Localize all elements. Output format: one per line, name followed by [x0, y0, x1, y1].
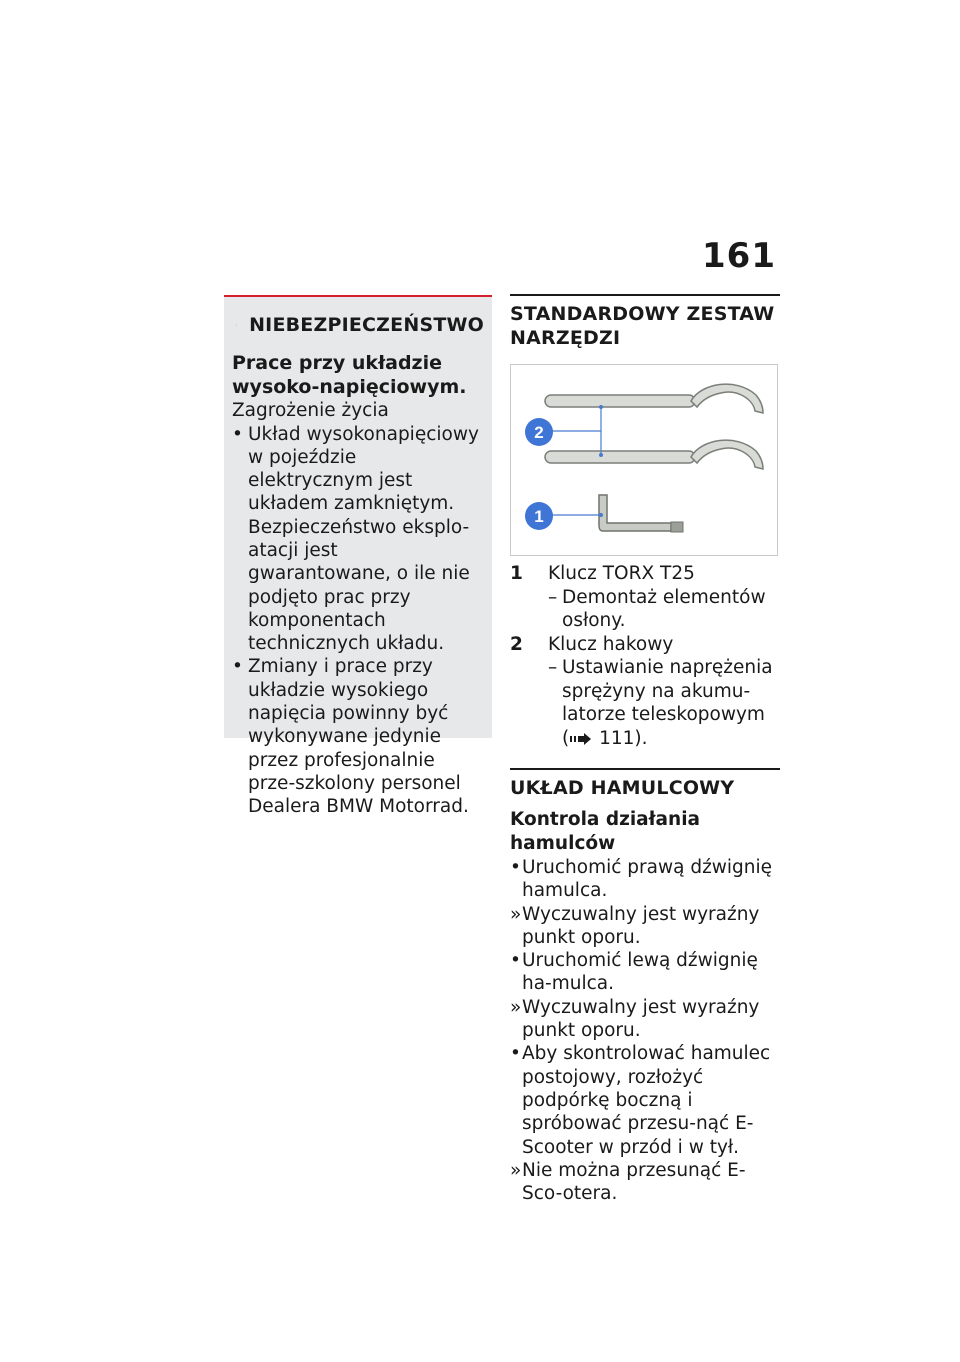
legend-subitem: – Demontaż elementów osłony. — [510, 586, 780, 633]
legend-subtext: Ustawianie naprężenia sprężyny na akumu-latorze teleskopowym — [562, 657, 773, 725]
legend-subitem: – Ustawianie naprężenia sprężyny na akumu-latorze teleskopowym ( 111). — [548, 657, 773, 749]
page-reference-link[interactable]: 111 — [599, 727, 635, 749]
legend-item — [510, 633, 780, 657]
legend-label: Klucz TORX T25 — [548, 563, 695, 584]
legend-number: 1 — [510, 563, 523, 584]
toolkit-heading: STANDARDOWY ZESTAW NARZĘDZI — [510, 303, 775, 349]
brakes-heading: UKŁAD HAMULCOWY — [510, 777, 735, 799]
section-divider — [510, 768, 780, 770]
page-reference-arrow-icon — [569, 733, 593, 745]
warning-bullet: • Układ wysokonapięciowy w pojeździe elektrycznym jest układem zamkniętym. Bezpieczeństwo eksplo-atacji jest gwarantowane, o ile nie podjęto prac przy komponentach technicznych układu. — [232, 423, 484, 656]
legend-subtext: Demontaż elementów osłony. — [562, 586, 766, 631]
tool-kit-figure — [510, 364, 778, 556]
warning-bullet: • Zmiany i prace przy układzie wysokiego napięcia powinny być wykonywane jedynie przez profesjonalnie prze-szkolony personel Dealera BMW Motorrad. — [232, 655, 484, 818]
tool-illustration — [511, 365, 777, 555]
torx-key-icon — [599, 495, 683, 532]
brakes-subheading: Kontrola działania hamulców — [510, 809, 701, 854]
page-number: 161 — [702, 236, 776, 276]
hook-wrench-icon — [545, 384, 763, 469]
legend-item — [510, 562, 780, 586]
step-result: » Nie można przesunąć E-Sco-otera. — [510, 1159, 780, 1206]
legend-label: Klucz hakowy — [548, 633, 674, 655]
step-action: • Aby skontrolować hamulec postojowy, rozłożyć podpórkę boczną i spróbować przesu-nąć E-Scooter w przód i w tył. — [510, 1042, 780, 1158]
callout-2-label: 2 — [534, 423, 544, 442]
section-divider — [510, 294, 780, 296]
warning-title: NIEBEZPIECZEŃSTWO — [249, 314, 484, 336]
warning-header — [236, 311, 484, 339]
right-column — [510, 294, 780, 1205]
step-action: • Uruchomić prawą dźwignię hamulca. — [510, 856, 780, 903]
brake-check-steps — [510, 856, 780, 1205]
danger-warning-box — [224, 295, 492, 818]
step-result: » Wyczuwalny jest wyraźny punkt oporu. — [510, 903, 780, 950]
step-result: » Wyczuwalny jest wyraźny punkt oporu. — [510, 996, 780, 1043]
legend-number: 2 — [510, 633, 523, 655]
warning-triangle-icon — [236, 311, 237, 339]
tool-legend — [510, 562, 780, 750]
step-action: • Uruchomić lewą dźwignię ha-mulca. — [510, 949, 780, 996]
warning-lead: Prace przy układzie wysoko-napięciowym. — [232, 352, 467, 398]
warning-subtitle: Zagrożenie życia — [232, 400, 389, 421]
callout-1-label: 1 — [534, 507, 544, 526]
